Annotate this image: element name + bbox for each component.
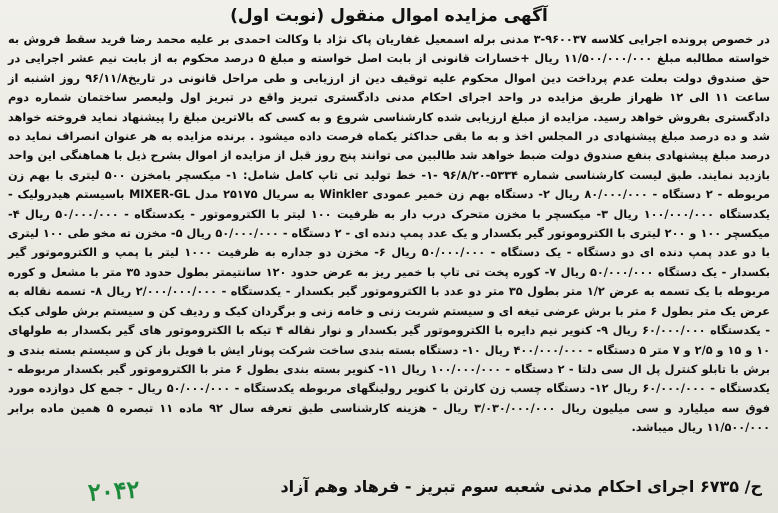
notice-footer: ح/ ۶۷۳۵ اجرای احکام مدنی شعبه سوم تبریز - فرهاد وهم آزاد [280,477,762,496]
notice-title: آگهی مزایده اموال منقول (نوبت اول) [230,6,548,26]
notice-body: در خصوص پرونده اجرایی کلاسه ۹۶۰۰۳۷-۳ مدنی برله اسمعیل غفاریان پاک نژاد با وکالت احمدی بر علیه محمد رضا فرید سقط فروش به خواسته مطالبه مبلغ ۱۱/۵۰۰/۰۰۰/۰۰۰ ریال +خسارات قانونی از بابت اصل خواسته و مبلغ ۵ درصد محکوم به از بابت نیم عشر اجرایی در حق صندوق دولت بعلت عدم پرداخت دین اموال محکوم علیه توقیف دین از ارزیابی و طی مراحل قانونی در تاریخ۹۶/۱۱/۸ روز اشنبه از ساعت ۱۱ الی ۱۲ ظهراز طریق مزایده در واحد اجرای احکام مدنی دادگستری تبریز واقع در تبریز اول ولیعصر ساختمان شماره دوم دادگستری بفروش خواهد رسید. مزایده از مبلغ ارزیابی شده کارشناسی شروع و به کسی که بالاترین مبلغ را پیشنهاد نماید فروخته خواهد شد و ده درصد مبلغ پیشنهادی در المجلس اخذ و به ما بقی حداکثر یکماه فرصت داده میشود . برنده مزایده به هر عنوان انصراف نماید ده درصد مبلغ پیشنهادی بنفع صندوق دولت ضبط خواهد شد طالبین می توانند پنج روز قبل از مزایده از اموال بشرح ذیل با هماهنگی این واحد بازدید نمایند. طبق لیست کارشناسی شماره ۵۳۳۴-۹۶/۸/۲۰ -۱- خط تولید تی تاپ کامل شامل: ۱- میکسچر بامخزن ۵۰۰ لیتری با بهم زن مربوطه - ۲ دستگاه - ۸۰/۰۰۰/۰۰۰ ریال ۲- دستگاه بهم زن خمیر عمودی Winkler به سریال ۲۵۱۷۵ مدل MIXER-GL باسیستم هیدرولیک - یکدستگاه ۱۰۰/۰۰۰/۰۰۰ ریال ۳- میکسچر با مخزن متحرک درب دار به ظرفیت ۱۰۰ لیتر با الکتروموتور - یکدستگاه - ۵۰/۰۰۰/۰۰۰ ریال ۴- میکسچر ۱۰۰ و ۲۰۰ لیتری با الکتروموتور گیر بکسدار و یک عدد پمپ دنده ای - ۲ دستگاه - ۵۰/۰۰۰/۰۰۰ ریال ۵- مخزن ته مخو طی ۱۰۰ لیتری با دو عدد پمپ دنده ای دو دستگاه - یک دستگاه - ۵۰/۰۰۰/۰۰۰ ریال ۶- مخزن دو جداره به ظرفیت ۱۰۰۰ لیتر با پمپ و الکتروموتور گیر بکسدار - یک دستگاه ۵۰/۰۰۰/۰۰۰ ریال ۷- کوره پخت تی تاپ با خمیر ریز به عرض حدود ۱۲۰ سانتیمتر بطول حدود ۳۵ متر با مشعل و کوره مربوطه با یک تسمه به عرض ۱/۲ متر بطول ۳۵ متر دو عدد با الکتروموتور گیر بکسدار - یکدستگاه - ۲/۰۰۰/۰۰۰/۰۰۰ ریال ۸- تسمه نقاله به عرض یک متر بطول ۶ متر با برش عرضی تیغه ای و سیستم شربت زنی و خامه زنی و برگردان کیک و ردیف کن و سیستم برش طولی کیک - یکدستگاه ۶۰/۰۰۰/۰۰۰ ریال ۹- کنویر نیم دایره با الکتروموتور گیر بکسدار و نوار نقاله ۴ تیکه با الکتروموتور های گیر بکسدار به طولهای ۱۰ و ۱۵ و ۲/۵ و ۷ متر ۵ دستگاه - ۴۰۰/۰۰۰/۰۰۰ ریال ۱۰- دستگاه بسته بندی ساخت شرکت پونار ایش با فویل باز کن و سیستم بسته بندی و برش با تابلو کنترل پل ال سی دلتا - ۲ دستگاه - ۱۰۰/۰۰۰/۰۰۰ ریال ۱۱- کنویر بسته بندی بطول ۶ متر با الکتروموتور گیر بکسدار مربوطه - یکدستگاه - ۶۰/۰۰۰/۰۰۰ ریال ۱۲- دستگاه چسب زن کارتن با کنویر رولینگهای مربوطه یکدستگاه - ۵۰/۰۰۰/۰۰۰ ریال - جمع کل دوازده مورد فوق سه میلیارد و سی میلیون ریال ۳/۰۳۰/۰۰۰/۰۰۰ ریال - هزینه کارشناسی طبق تعرفه سال ۹۲ ماده ۱۱ تبصره ۵ همین ماده برابر ۱۱/۵۰۰/۰۰۰ ریال میباشد. [8,33,771,435]
handwritten-note: ۲۰۴۲ [87,474,141,507]
auction-notice [8,4,770,509]
